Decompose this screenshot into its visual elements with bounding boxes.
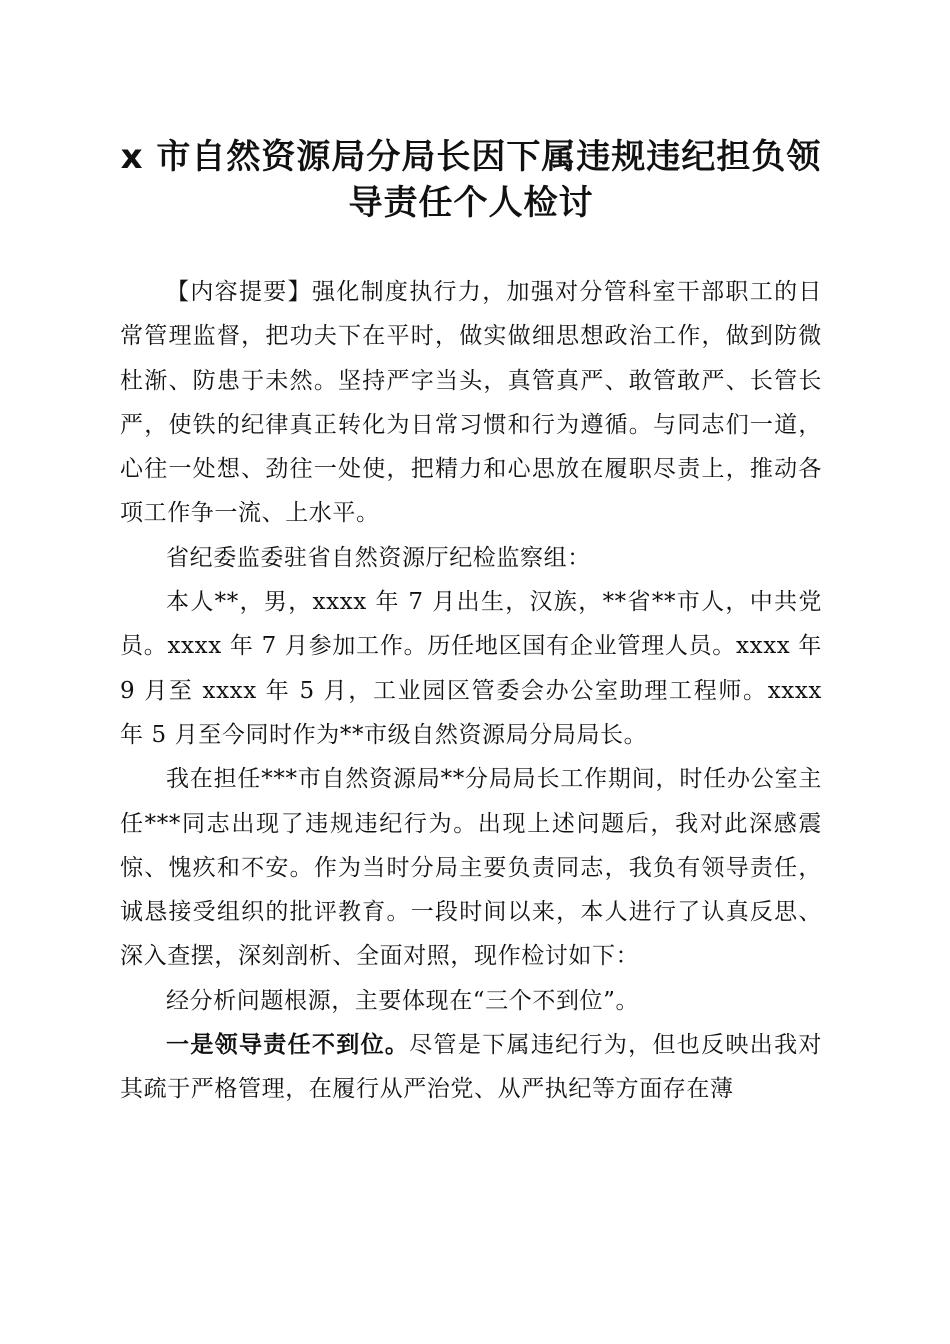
analysis-intro-paragraph: 经分析问题根源，主要体现在“三个不到位”。 bbox=[166, 987, 640, 1014]
salutation-paragraph: 省纪委监委驻省自然资源厅纪检监察组： bbox=[166, 544, 591, 571]
point-one-heading: 一是领导责任不到位。 bbox=[166, 1031, 410, 1059]
incident-paragraph: 我在担任***市自然资源局**分局局长工作期间，时任办公室主任***同志出现了违规违纪行为。出现上述问题后，我对此深感震惊、愧疚和不安。作为当时分局主要负责同志，我负有领导责任，诚恳接受组织的批评教育。一段时间以来，本人进行了认真反思、深入查摆，深刻剖析、全面对照，现作检讨如下： bbox=[120, 766, 822, 970]
document-title bbox=[120, 134, 822, 226]
summary-paragraph: 【内容提要】强化制度执行力，加强对分管科室干部职工的日常管理监督，把功夫下在平时，做实做细思想政治工作，做到防微杜渐、防患于未然。坚持严字当头，真管真严、敢管敢严、长管长严，使铁的纪律真正转化为日常习惯和行为遵循。与同志们一道，心往一处想、劲往一处使，把精力和心思放在履职尽责上，推动各项工作争一流、上水平。 bbox=[120, 279, 822, 527]
point-one-paragraph bbox=[120, 1023, 822, 1112]
document-body bbox=[120, 270, 822, 1112]
personal-info-paragraph: 本人**，男，xxxx 年 7 月出生，汉族，**省**市人，中共党员。xxxx 年 7 月参加工作。历任地区国有企业管理人员。xxxx 年 9 月至 xxxx 年 5 月，工业园区管委会办公室助理工程师。xxxx 年 5 月至今同时作为**市级自然资源局分局局长。 bbox=[120, 589, 822, 748]
point-one-text: 尽管是下属违纪行为，但也反映出我对其疏于严格管理，在履行从严治党、从严执纪等方面存在薄 bbox=[120, 1032, 823, 1103]
document-title-line-2: 导责任个人检讨 bbox=[348, 183, 594, 223]
document-title-line-1: x 市自然资源局分局长因下属违规违纪担负领 bbox=[120, 137, 822, 177]
